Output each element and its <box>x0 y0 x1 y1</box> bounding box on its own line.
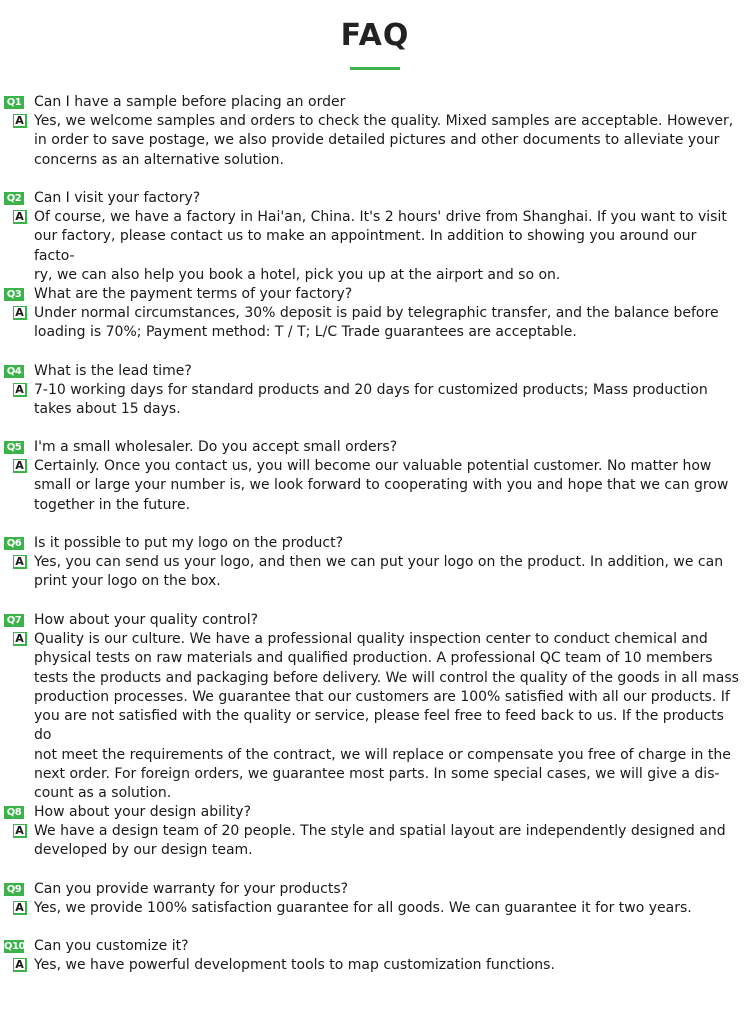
page-title: FAQ <box>340 18 410 53</box>
answer-badge: A <box>13 306 27 320</box>
answer-badge: A <box>13 632 27 646</box>
question-badge: Q2 <box>4 192 24 205</box>
question-badge: Q1 <box>4 96 24 109</box>
faq-question: I'm a small wholesaler. Do you accept small orders? <box>34 439 398 455</box>
faq-answer: Under normal circumstances, 30% deposit is paid by telegraphic transfer, and the balance before loading is 70%; Payment method: T / T; L/C Trade guarantees are acceptable. <box>34 305 719 341</box>
question-badge: Q7 <box>4 614 24 627</box>
faq-answer: We have a design team of 20 people. The style and spatial layout are independently designed and developed by our design team. <box>34 823 726 859</box>
question-badge: Q10 <box>4 941 25 952</box>
faq-question: How about your quality control? <box>34 612 259 628</box>
title-underline <box>350 67 400 70</box>
faq-question: Can you provide warranty for your products? <box>34 881 349 897</box>
faq-answer: Of course, we have a factory in Hai'an, China. It's 2 hours' drive from Shanghai. If you want to visit our factory, please contact us to make an appointment. In addition to showing you around our facto- ry, we can also help you book a hotel, pick you up at the airport and so on. <box>34 209 727 283</box>
faq-answer: Yes, you can send us your logo, and then we can put your logo on the product. In addition, we can print your logo on the box. <box>34 554 724 590</box>
faq-question: How about your design ability? <box>34 804 251 820</box>
answer-badge: A <box>13 114 27 128</box>
question-badge: Q8 <box>4 806 24 819</box>
faq-answer: Yes, we have powerful development tools to map customization functions. <box>34 957 555 973</box>
question-badge: Q6 <box>4 537 24 550</box>
question-badge: Q9 <box>4 883 24 896</box>
question-badge: Q4 <box>4 365 24 378</box>
faq-answer: Quality is our culture. We have a professional quality inspection center to conduct chemical and physical tests on raw materials and qualified production. A professional QC team of 10 members tests the products and packaging before delivery. We will control the quality of the goods in all mass production processes. We guarantee that our customers are 100% satisfied with all our products. If you are not satisfied with the quality or service, please feel free to feed back to us. If the products do not meet the requirements of the contract, we will replace or compensate you free of charge in the next order. For foreign orders, we guarantee most parts. In some special cases, we will give a dis- count as a solution. <box>34 631 739 802</box>
question-badge: Q5 <box>4 441 24 454</box>
faq-question: What is the lead time? <box>34 363 192 379</box>
faq-question: Is it possible to put my logo on the product? <box>34 535 343 551</box>
answer-badge: A <box>13 555 27 569</box>
question-badge: Q3 <box>4 288 24 301</box>
faq-answer: Yes, we welcome samples and orders to check the quality. Mixed samples are acceptable. However, in order to save postage, we also provide detailed pictures and other documents to alleviate your concerns as an alternative solution. <box>34 113 734 168</box>
faq-answer: Certainly. Once you contact us, you will become our valuable potential customer. No matter how small or large your number is, we look forward to cooperating with you and hope that we can grow together in the future. <box>34 458 729 513</box>
faq-question: Can I have a sample before placing an order <box>34 94 346 110</box>
faq-question: What are the payment terms of your factory? <box>34 286 353 302</box>
faq-answer: 7-10 working days for standard products and 20 days for customized products; Mass production takes about 15 days. <box>34 382 708 418</box>
answer-badge: A <box>13 824 27 838</box>
answer-badge: A <box>13 459 27 473</box>
answer-badge: A <box>13 383 27 397</box>
answer-badge: A <box>13 901 27 915</box>
answer-badge: A <box>13 958 27 972</box>
faq-question: Can you customize it? <box>34 938 189 954</box>
faq-answer: Yes, we provide 100% satisfaction guarantee for all goods. We can guarantee it for two years. <box>34 900 692 916</box>
faq-question: Can I visit your factory? <box>34 190 201 206</box>
answer-badge: A <box>13 210 27 224</box>
